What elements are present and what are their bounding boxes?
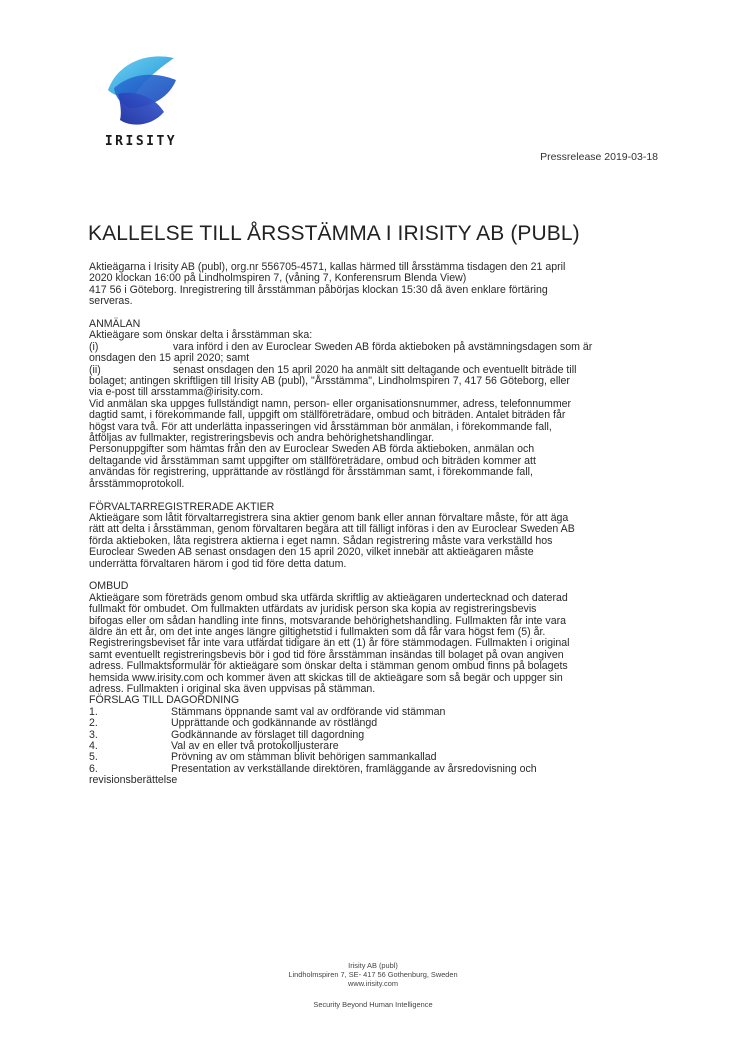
ombud-line: adress. Fullmaktsformulär för aktieägare som önskar delta i stämman genom ombud finns på bolagets <box>89 660 568 673</box>
intro-line: 2020 klockan 16:00 på Lindholmspiren 7, (våning 7, Konferensrum Blenda View) <box>89 272 467 285</box>
agenda-text: Presentation av verkställande direktören, framläggande av årsredovisning och <box>171 762 537 775</box>
ombud-line: Aktieägare som företräds genom ombud ska utfärda skriftlig av aktieägaren undertecknad och daterad <box>89 591 568 604</box>
anmalan-detail-line: årsstämmoprotokoll. <box>89 477 185 490</box>
ombud-line: samt eventuellt registreringsbevis bör i god tid före årsstämman insändas till bolaget på ovan angiven <box>89 648 564 661</box>
agenda-text: Upprättande och godkännande av röstlängd <box>171 717 378 730</box>
section-heading-forvaltar: FÖRVALTARREGISTRERADE AKTIER <box>89 500 275 513</box>
ombud-line: hemsida www.irisity.com och kommer även att skickas till de aktieägare som så begär och uppger sin <box>89 671 563 684</box>
document-body <box>89 262 661 787</box>
forvaltar-line: Euroclear Sweden AB senast onsdagen den 15 april 2020, vilket innebär att aktieägaren måste <box>89 546 534 559</box>
agenda-item-continuation: revisionsberättelse <box>89 774 178 787</box>
list-marker: (i) <box>89 340 99 353</box>
anmalan-detail-line: Personuppgifter som hämtas från den av Euroclear Sweden AB förda aktieboken, anmälan och <box>89 443 535 456</box>
forvaltar-line: rätt att delta i årsstämman, genom förvaltaren begära att till fälligt införas i den av Euroclear Sweden AB <box>89 523 575 536</box>
anmalan-detail-line: deltagande vid årsstämman samt uppgifter om ställföreträdare, ombud och biträden kommer att <box>89 454 536 467</box>
list-item-continuation: bolaget; antingen skriftligen till Irisity AB (publ), "Årsstämma", Lindholmspiren 7, 417 56 Göteborg, eller <box>89 375 570 388</box>
ombud-line: Registreringsbeviset får inte vara utfärdat tidigare än ett (1) år före stämmodagen. Fullmakten i original <box>89 637 570 650</box>
section-heading-agenda: FÖRSLAG TILL DAGORDNING <box>89 694 240 707</box>
page-footer <box>0 962 746 1010</box>
press-release-date: Pressrelease 2019-03-18 <box>540 151 658 163</box>
page-title: KALLELSE TILL ÅRSSTÄMMA I IRISITY AB (PUBL) <box>88 222 580 245</box>
logo-wordmark: IRISITY <box>104 134 178 149</box>
anmalan-detail-line: användas för registrering, upprättande av röstlängd för årsstämman samt, i förekommande fall, <box>89 466 533 479</box>
irisity-logo-icon <box>104 50 182 130</box>
agenda-item <box>89 718 661 729</box>
list-item-text: vara införd i den av Euroclear Sweden AB förda aktieboken på avstämningsdagen som är <box>173 340 593 353</box>
footer-tagline: Security Beyond Human Intelligence <box>313 1000 433 1010</box>
agenda-number: 3. <box>89 728 98 741</box>
anmalan-detail-line: dagtid samt, i förekommande fall, uppgift om ställföreträdare, ombud och biträden. Antalet biträden får <box>89 409 566 422</box>
section-heading-ombud: OMBUD <box>89 580 129 593</box>
intro-line: Aktieägarna i Irisity AB (publ), org.nr 556705-4571, kallas härmed till årsstämma tisdagen den 21 april <box>89 261 566 273</box>
list-item-continuation: onsdagen den 15 april 2020; samt <box>89 352 250 365</box>
forvaltar-line: förda aktieboken, låta registrera aktierna i eget namn. Sådan registrering måste vara verkställd hos <box>89 534 553 547</box>
ombud-line: bifogas eller om sådan handling inte finns, motsvarande behörighetshandling. Fullmakten får inte vara <box>89 614 567 627</box>
ombud-line: adress. Fullmakten i original ska även uppvisas på stämman. <box>89 682 376 695</box>
agenda-text: Prövning av om stämman blivit behörigen sammankallad <box>171 751 437 764</box>
footer-address: Lindholmspiren 7, SE- 417 56 Gothenburg, Sweden <box>288 969 458 979</box>
footer-website: www.irisity.com <box>348 978 398 988</box>
list-item-continuation: via e-post till arsstamma@irisity.com. <box>89 386 264 399</box>
agenda-text: Stämmans öppnande samt val av ordförande vid stämman <box>171 705 446 718</box>
list-item-text: senast onsdagen den 15 april 2020 ha anmält sitt deltagande och eventuellt biträde till <box>173 363 577 376</box>
agenda-text: Val av en eller två protokolljusterare <box>171 740 339 753</box>
company-logo <box>98 50 188 155</box>
footer-company: Irisity AB (publ) <box>348 961 398 970</box>
ombud-line: fullmakt för ombudet. Om fullmakten utfärdats av juridisk person ska kopia av registreringsbevis <box>89 603 537 616</box>
agenda-text: Godkännande av förslaget till dagordning <box>171 728 365 741</box>
section-heading-anmalan: ANMÄLAN <box>89 318 141 331</box>
list-marker: (ii) <box>89 363 101 376</box>
anmalan-detail-line: åtföljas av fullmakter, registreringsbevis och andra behörighetshandlingar. <box>89 432 435 445</box>
ombud-line: äldre än ett år, om det inte anges längre giltighetstid i fullmakten som då får vara högst fem (5) år. <box>89 625 546 638</box>
agenda-number: 6. <box>89 762 98 775</box>
agenda-number: 4. <box>89 740 98 753</box>
agenda-number: 5. <box>89 751 98 764</box>
intro-line: serveras. <box>89 295 133 308</box>
anmalan-detail-line: Vid anmälan ska uppges fullständigt namn, person- eller organisationsnummer, adress, telefonnummer <box>89 397 572 410</box>
agenda-number: 2. <box>89 717 98 730</box>
forvaltar-line: underrätta förvaltaren härom i god tid före detta datum. <box>89 557 347 570</box>
anmalan-lead: Aktieägare som önskar delta i årsstämman ska: <box>89 329 313 342</box>
forvaltar-line: Aktieägare som låtit förvaltarregistrera sina aktier genom bank eller annan förvaltare måste, för att äga <box>89 511 569 524</box>
agenda-number: 1. <box>89 705 98 718</box>
intro-line: 417 56 i Göteborg. Inregistrering till årsstämman påbörjas klockan 15:30 då även enklare förtäring <box>89 283 548 296</box>
anmalan-detail-line: högst vara två. För att underlätta inpasseringen vid årsstämman bör anmälan, i förekommande fall, <box>89 420 552 433</box>
